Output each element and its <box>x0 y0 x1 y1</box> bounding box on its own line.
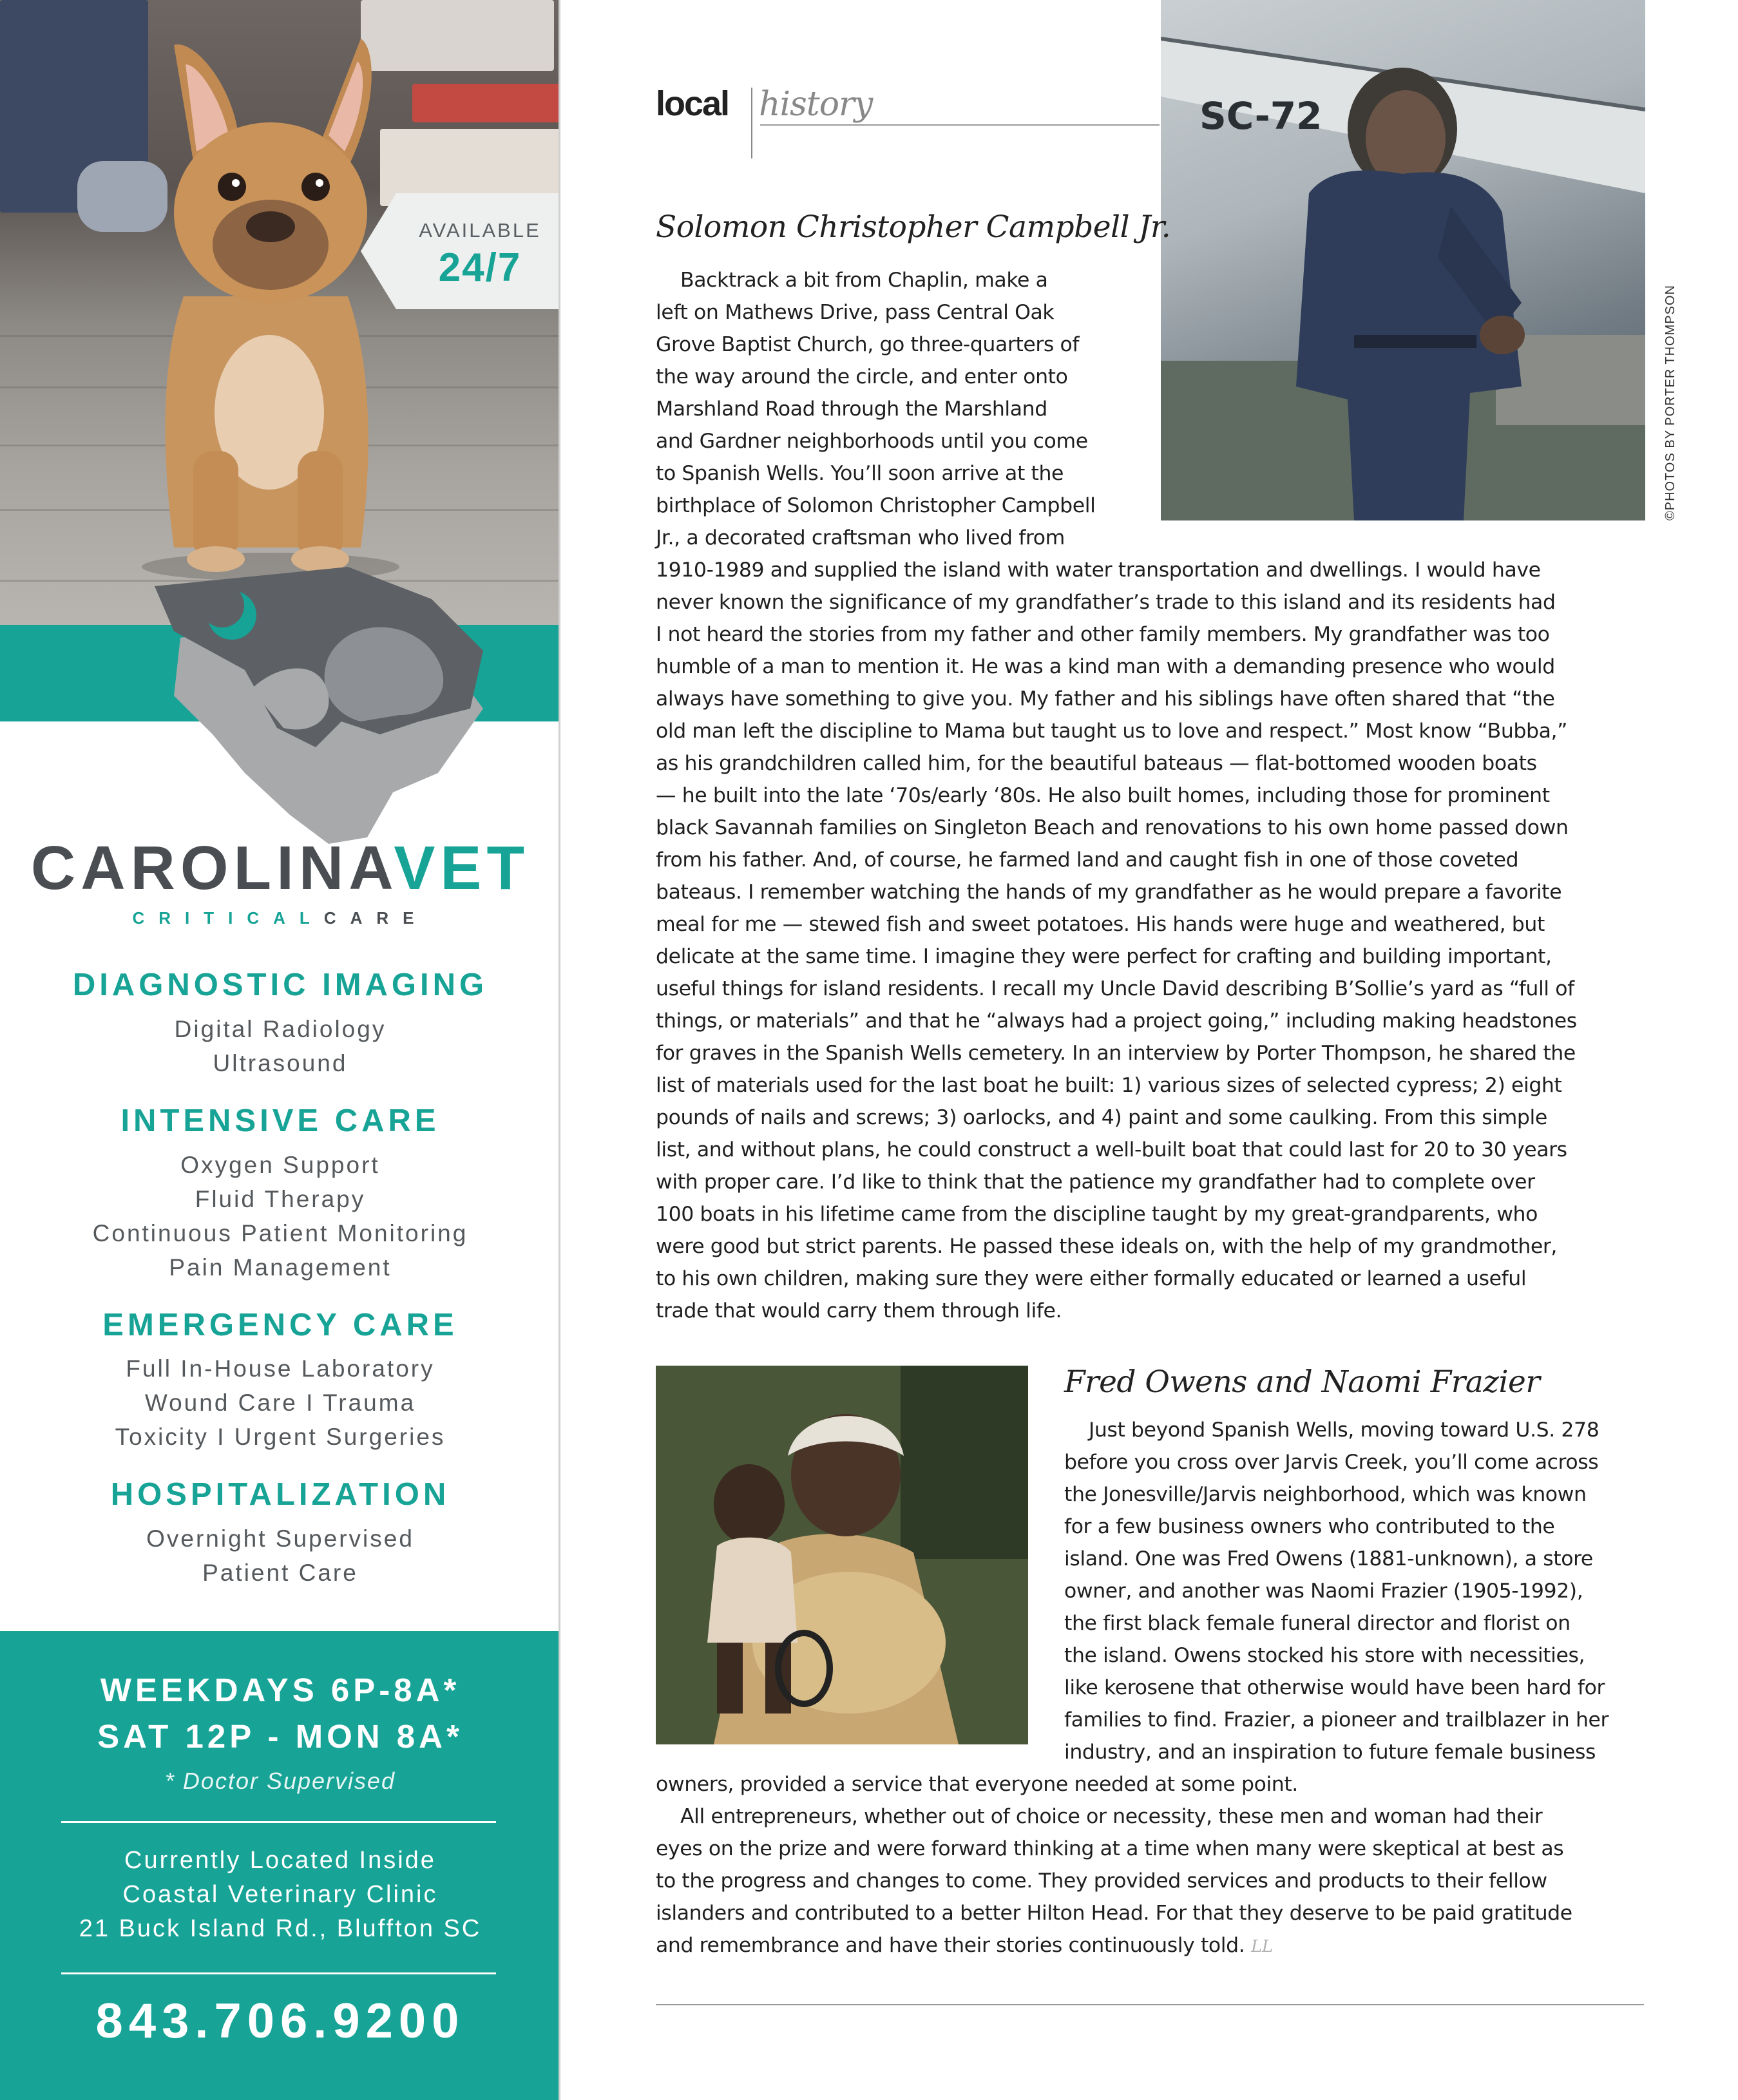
section2-line: islanders and contributed to a better Hilton Head. For that they deserve to be paid gratitude <box>656 1902 1572 1925</box>
service-item: Toxicity I Urgent Surgeries <box>115 1424 446 1451</box>
address-line: 21 Buck Island Rd., Bluffton SC <box>79 1915 482 1942</box>
brand-name-carolina: CAROLINA <box>30 834 394 902</box>
section2-line: the first black female funeral director and florist on <box>1064 1612 1571 1635</box>
section1-line: always have something to give you. My father and his siblings have often shared that “the <box>656 687 1555 711</box>
brand-name-vet: VET <box>394 834 530 902</box>
section2-body-wrap <box>1064 1414 1609 1768</box>
south-carolina-pet-logo <box>135 560 496 844</box>
section1-line: black Savannah families on Singleton Beach and renovations to his own home passed down <box>656 816 1569 839</box>
hours-block <box>0 1667 560 1760</box>
hours-weekdays: WEEKDAYS 6P-8A* <box>100 1672 461 1708</box>
section2-line: island. One was Fred Owens (1881-unknown), a store <box>1064 1547 1593 1570</box>
section-label <box>656 84 873 124</box>
service-item: Digital Radiology <box>174 1015 387 1042</box>
brand-subtitle-care: CARE <box>323 908 428 928</box>
address-line: Currently Located Inside <box>124 1847 436 1874</box>
section2-line: families to find. Frazier, a pioneer and trailblazer in her <box>1064 1708 1609 1732</box>
availability-tab <box>361 193 560 309</box>
section1-line: Marshland Road through the Marshland <box>656 397 1047 421</box>
service-group <box>0 1476 560 1590</box>
address-line: Coastal Veterinary Clinic <box>122 1881 438 1908</box>
section2-last-line: and remembrance and have their stories continuously told. <box>656 1934 1245 1957</box>
section-rule <box>760 124 1160 126</box>
service-item: Fluid Therapy <box>195 1185 366 1212</box>
section1-line: never known the significance of my grandfather’s trade to this island and its residents had <box>656 591 1556 614</box>
service-item: Full In-House Laboratory <box>126 1355 435 1382</box>
section1-line: 100 boats in his lifetime came from the discipline taught by my great-grandparents, who <box>656 1203 1538 1226</box>
service-group <box>0 1306 560 1455</box>
section2-line: the island. Owens stocked his store with necessities, <box>1064 1644 1585 1667</box>
woman-and-child-illustration <box>656 1366 1028 1744</box>
section1-line: bateaus. I remember watching the hands of my grandfather as he would prepare a favorite <box>656 881 1562 904</box>
frazier-photo <box>656 1366 1028 1744</box>
puppy-photo <box>0 0 560 625</box>
french-bulldog-illustration <box>0 0 560 625</box>
section1-line: left on Mathews Drive, pass Central Oak <box>656 301 1055 324</box>
section1-line: pounds of nails and screws; 3) oarlocks, and 4) paint and some caulking. From this simple <box>656 1106 1547 1129</box>
brand-subtitle-critical: CRITICAL <box>132 908 324 928</box>
section1-title: Solomon Christopher Campbell Jr. <box>656 209 1171 245</box>
section1-line: things, or materials” and that he “always had a project going,” including making headstones <box>656 1009 1577 1033</box>
section-label-local: local <box>656 84 729 123</box>
available-value: 24/7 <box>438 245 522 290</box>
section2-line: the Jonesville/Jarvis neighborhood, which was known <box>1064 1483 1587 1506</box>
section1-line: delicate at the same time. I imagine they were perfect for crafting and building important, <box>656 945 1552 968</box>
section-label-history: history <box>759 85 873 124</box>
service-heading: HOSPITALIZATION <box>110 1477 450 1513</box>
end-rule <box>656 2004 1644 2005</box>
section1-line: Grove Baptist Church, go three-quarters of <box>656 333 1080 356</box>
phone-number[interactable]: 843.706.9200 <box>95 1994 465 2048</box>
section1-line: list of materials used for the last boat he built: 1) various sizes of selected cypress; 2) eight <box>656 1074 1562 1097</box>
service-item: Pain Management <box>169 1254 392 1281</box>
section1-line: and Gardner neighborhoods until you come <box>656 430 1088 453</box>
section2-title: Fred Owens and Naomi Frazier <box>1064 1364 1540 1400</box>
section-label-divider <box>751 88 752 158</box>
section2-line: industry, and an inspiration to future female business <box>1064 1741 1596 1764</box>
service-item: Overnight Supervised <box>146 1525 414 1552</box>
section1-line: Backtrack a bit from Chaplin, make a <box>680 269 1048 292</box>
boat-registration: SC-72 <box>1199 94 1323 138</box>
hours-note: * Doctor Supervised <box>164 1768 396 1794</box>
section1-line: to Spanish Wells. You’ll soon arrive at the <box>656 462 1064 485</box>
brand-block <box>0 834 560 928</box>
photo-credit: ©PHOTOS BY PORTER THOMPSON <box>1663 285 1677 520</box>
service-item: Ultrasound <box>213 1049 348 1076</box>
divider <box>61 1821 496 1823</box>
service-heading: DIAGNOSTIC IMAGING <box>72 968 488 1002</box>
section1-line: — he built into the late ‘70s/early ‘80s. He also built homes, including those for prominent <box>656 784 1550 807</box>
section1-line: were good but strict parents. He passed these ideals on, with the help of my grandmother, <box>656 1235 1558 1258</box>
section1-line: to his own children, making sure they were either formally educated or learned a useful <box>656 1267 1527 1290</box>
section1-line: 1910-1989 and supplied the island with water transportation and dwellings. I would have <box>656 558 1541 582</box>
vet-advertisement <box>0 0 560 2100</box>
address-block <box>0 1844 560 1946</box>
section2-line: for a few business owners who contributed to the <box>1064 1515 1555 1538</box>
service-item: Wound Care I Trauma <box>144 1389 416 1417</box>
section1-line: Jr., a decorated craftsman who lived from <box>656 526 1065 549</box>
section2-line: before you cross over Jarvis Creek, you’ll come across <box>1064 1451 1599 1474</box>
section1-line: birthplace of Solomon Christopher Campbell <box>656 494 1096 517</box>
section1-line: old man left the discipline to Mama but taught us to love and respect.” Most know “Bubba,” <box>656 720 1568 743</box>
section1-line: meal for me — stewed fish and sweet potatoes. His hands were huge and weathered, but <box>656 913 1545 936</box>
section1-line: the way around the circle, and enter onto <box>656 365 1068 388</box>
section1-line: as his grandchildren called him, for the beautiful bateaus — flat-bottomed wooden boats <box>656 752 1537 775</box>
service-item: Continuous Patient Monitoring <box>92 1219 468 1246</box>
section1-line: list, and without plans, he could construct a well-built boat that could last for 20 to 30 years <box>656 1138 1567 1161</box>
section1-body <box>656 264 1577 1327</box>
service-group <box>0 966 560 1080</box>
service-item: Oxygen Support <box>180 1151 380 1178</box>
brand-subtitle <box>0 908 560 928</box>
section2-line: owners, provided a service that everyone needed at some point. <box>656 1773 1298 1796</box>
section1-line: useful things for island residents. I recall my Uncle David describing B’Sollie’s yard as “full of <box>656 977 1574 1000</box>
divider <box>61 1972 496 1974</box>
available-label: AVAILABLE <box>419 219 541 242</box>
section1-line: humble of a man to mention it. He was a kind man with a demanding presence who would <box>656 655 1555 678</box>
service-group <box>0 1102 560 1284</box>
section2-line <box>656 1929 1572 1963</box>
section2-body-full <box>656 1768 1572 1963</box>
hours-weekend: SAT 12P - MON 8A* <box>97 1718 463 1755</box>
service-heading: EMERGENCY CARE <box>102 1307 458 1342</box>
section1-line: for graves in the Spanish Wells cemetery. In an interview by Porter Thompson, he shared the <box>656 1042 1576 1065</box>
service-heading: INTENSIVE CARE <box>120 1103 440 1138</box>
signoff-mark: LL <box>1250 1937 1273 1956</box>
section2-line: like kerosene that otherwise would have been hard for <box>1064 1676 1605 1699</box>
section2-line: eyes on the prize and were forward thinking at a time when many were skeptical at best as <box>656 1837 1564 1860</box>
section1-line: from his father. And, of course, he farmed land and caught fish in one of those coveted <box>656 848 1519 872</box>
section2-line: to the progress and changes to come. They provided services and products to their fellow <box>656 1869 1547 1893</box>
brand-name <box>0 834 560 902</box>
section1-line: trade that would carry them through life. <box>656 1299 1062 1322</box>
section2-line: Just beyond Spanish Wells, moving toward U.S. 278 <box>1089 1418 1600 1442</box>
section1-line: I not heard the stories from my father and other family members. My grandfather was too <box>656 623 1550 646</box>
section2-line: owner, and another was Naomi Frazier (1905-1992), <box>1064 1580 1583 1603</box>
services-list <box>0 966 560 1612</box>
section1-line: with proper care. I’d like to think that the patience my grandfather had to complete over <box>656 1170 1535 1194</box>
service-item: Patient Care <box>202 1560 358 1587</box>
hours-panel <box>0 1631 560 2100</box>
section2-line: All entrepreneurs, whether out of choice or necessity, these men and woman had their <box>680 1805 1543 1828</box>
